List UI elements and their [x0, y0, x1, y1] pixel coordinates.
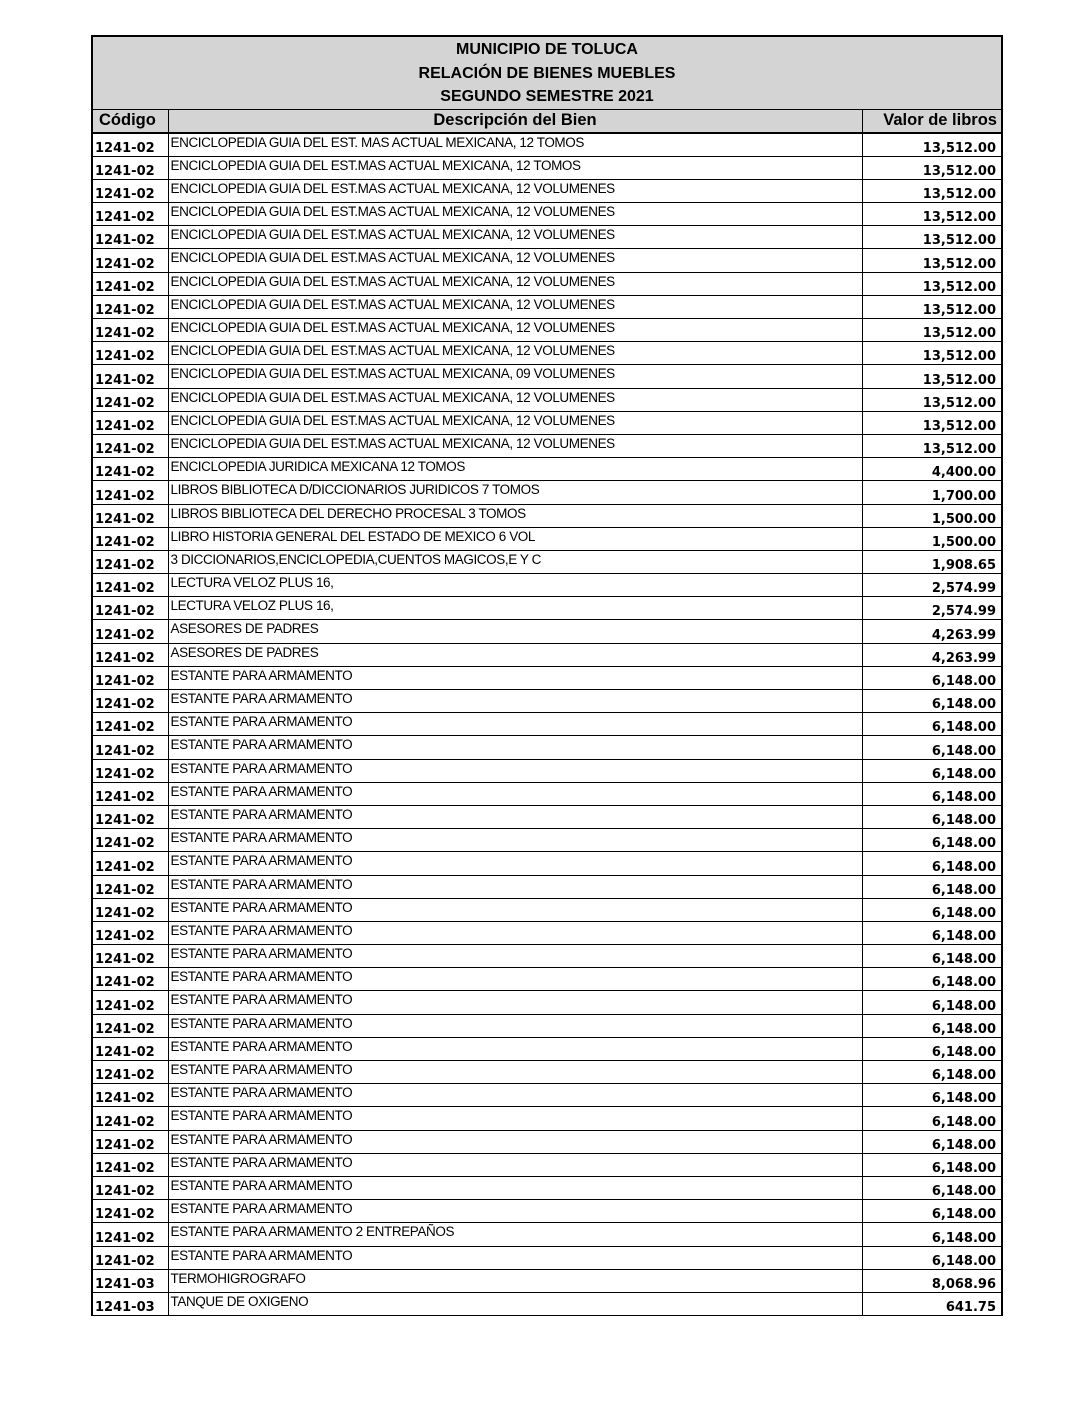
cell-description: ESTANTE PARA ARMAMENTO [168, 1130, 862, 1153]
cell-code: 1241-02 [93, 1084, 168, 1107]
cell-description: ASESORES DE PADRES [168, 620, 862, 643]
cell-description: LIBROS BIBLIOTECA D/DICCIONARIOS JURIDICOS 7 TOMOS [168, 481, 862, 504]
cell-code: 1241-02 [93, 713, 168, 736]
cell-description: ESTANTE PARA ARMAMENTO [168, 875, 862, 898]
cell-code: 1241-02 [93, 179, 168, 202]
cell-value: 4,400.00 [862, 458, 1001, 481]
cell-value: 6,148.00 [862, 945, 1001, 968]
table-row [93, 179, 1001, 202]
cell-value: 6,148.00 [862, 1084, 1001, 1107]
cell-code: 1241-03 [93, 1269, 168, 1292]
cell-code: 1241-02 [93, 388, 168, 411]
cell-description: ENCICLOPEDIA GUIA DEL EST.MAS ACTUAL MEXICANA, 12 VOLUMENES [168, 249, 862, 272]
table-row [93, 597, 1001, 620]
table-row [93, 829, 1001, 852]
table-row [93, 156, 1001, 179]
cell-value: 6,148.00 [862, 782, 1001, 805]
table-row [93, 1269, 1001, 1292]
cell-description: ENCICLOPEDIA JURIDICA MEXICANA 12 TOMOS [168, 458, 862, 481]
cell-description: LIBROS BIBLIOTECA DEL DERECHO PROCESAL 3 TOMOS [168, 504, 862, 527]
table-row [93, 272, 1001, 295]
cell-value: 6,148.00 [862, 898, 1001, 921]
cell-description: ESTANTE PARA ARMAMENTO [168, 690, 862, 713]
cell-description: ENCICLOPEDIA GUIA DEL EST.MAS ACTUAL MEXICANA, 12 VOLUMENES [168, 388, 862, 411]
cell-value: 13,512.00 [862, 365, 1001, 388]
table-row [93, 434, 1001, 457]
cell-value: 13,512.00 [862, 411, 1001, 434]
cell-code: 1241-02 [93, 805, 168, 828]
cell-description: ESTANTE PARA ARMAMENTO [168, 782, 862, 805]
table-row [93, 574, 1001, 597]
cell-description: ESTANTE PARA ARMAMENTO [168, 898, 862, 921]
cell-value: 6,148.00 [862, 1014, 1001, 1037]
table-row [93, 1176, 1001, 1199]
cell-value: 6,148.00 [862, 968, 1001, 991]
cell-description: ESTANTE PARA ARMAMENTO [168, 1176, 862, 1199]
table-row [93, 1014, 1001, 1037]
table-row [93, 1153, 1001, 1176]
table-row [93, 852, 1001, 875]
table-row [93, 805, 1001, 828]
cell-value: 13,512.00 [862, 272, 1001, 295]
cell-description: ESTANTE PARA ARMAMENTO [168, 945, 862, 968]
table-row [93, 690, 1001, 713]
cell-description: ESTANTE PARA ARMAMENTO [168, 1153, 862, 1176]
cell-value: 6,148.00 [862, 713, 1001, 736]
cell-description: ESTANTE PARA ARMAMENTO [168, 759, 862, 782]
cell-code: 1241-02 [93, 1130, 168, 1153]
cell-code: 1241-02 [93, 782, 168, 805]
cell-value: 13,512.00 [862, 295, 1001, 318]
cell-description: ENCICLOPEDIA GUIA DEL EST.MAS ACTUAL MEXICANA, 12 VOLUMENES [168, 411, 862, 434]
cell-description: ESTANTE PARA ARMAMENTO [168, 1061, 862, 1084]
cell-code: 1241-02 [93, 203, 168, 226]
cell-value: 13,512.00 [862, 179, 1001, 202]
table-row [93, 991, 1001, 1014]
table-row [93, 945, 1001, 968]
cell-description: ESTANTE PARA ARMAMENTO [168, 1246, 862, 1269]
cell-code: 1241-02 [93, 666, 168, 689]
table-row [93, 203, 1001, 226]
table-row [93, 1223, 1001, 1246]
cell-code: 1241-02 [93, 875, 168, 898]
cell-value: 1,908.65 [862, 550, 1001, 573]
cell-code: 1241-02 [93, 249, 168, 272]
cell-value: 4,263.99 [862, 643, 1001, 666]
cell-code: 1241-03 [93, 1292, 168, 1315]
table-row [93, 968, 1001, 991]
cell-value: 6,148.00 [862, 1107, 1001, 1130]
cell-code: 1241-02 [93, 921, 168, 944]
table-row [93, 295, 1001, 318]
cell-code: 1241-02 [93, 1200, 168, 1223]
cell-value: 6,148.00 [862, 1223, 1001, 1246]
table-row [93, 713, 1001, 736]
cell-description: ENCICLOPEDIA GUIA DEL EST.MAS ACTUAL MEXICANA, 12 VOLUMENES [168, 203, 862, 226]
table-row [93, 898, 1001, 921]
cell-description: ESTANTE PARA ARMAMENTO [168, 713, 862, 736]
cell-code: 1241-02 [93, 411, 168, 434]
cell-code: 1241-02 [93, 759, 168, 782]
cell-value: 4,263.99 [862, 620, 1001, 643]
cell-description: ESTANTE PARA ARMAMENTO [168, 991, 862, 1014]
cell-description: ESTANTE PARA ARMAMENTO [168, 852, 862, 875]
cell-code: 1241-02 [93, 1107, 168, 1130]
cell-description: ESTANTE PARA ARMAMENTO [168, 736, 862, 759]
table-row [93, 759, 1001, 782]
table-row [93, 1037, 1001, 1060]
cell-code: 1241-02 [93, 852, 168, 875]
cell-value: 13,512.00 [862, 249, 1001, 272]
cell-description: LIBRO HISTORIA GENERAL DEL ESTADO DE MEXICO 6 VOL [168, 527, 862, 550]
table-row [93, 342, 1001, 365]
table-row [93, 736, 1001, 759]
cell-value: 13,512.00 [862, 342, 1001, 365]
cell-description: ENCICLOPEDIA GUIA DEL EST.MAS ACTUAL MEXICANA, 09 VOLUMENES [168, 365, 862, 388]
cell-code: 1241-02 [93, 342, 168, 365]
cell-description: ENCICLOPEDIA GUIA DEL EST.MAS ACTUAL MEXICANA, 12 VOLUMENES [168, 342, 862, 365]
cell-value: 13,512.00 [862, 133, 1001, 157]
cell-value: 6,148.00 [862, 1176, 1001, 1199]
cell-code: 1241-02 [93, 1014, 168, 1037]
cell-description: ESTANTE PARA ARMAMENTO [168, 1084, 862, 1107]
cell-value: 6,148.00 [862, 666, 1001, 689]
table-row [93, 666, 1001, 689]
cell-description: ESTANTE PARA ARMAMENTO [168, 1107, 862, 1130]
cell-description: LECTURA VELOZ PLUS 16, [168, 597, 862, 620]
cell-description: ESTANTE PARA ARMAMENTO [168, 968, 862, 991]
cell-code: 1241-02 [93, 458, 168, 481]
cell-code: 1241-02 [93, 1037, 168, 1060]
cell-value: 6,148.00 [862, 1153, 1001, 1176]
column-header-code: Código [93, 110, 168, 133]
cell-code: 1241-02 [93, 1246, 168, 1269]
cell-code: 1241-02 [93, 133, 168, 157]
cell-code: 1241-02 [93, 272, 168, 295]
report-title-period: SEGUNDO SEMESTRE 2021 [440, 88, 654, 105]
table-row [93, 527, 1001, 550]
column-header-description: Descripción del Bien [168, 110, 862, 133]
table-row [93, 458, 1001, 481]
table-header-row [93, 110, 1001, 133]
cell-value: 13,512.00 [862, 434, 1001, 457]
table-row [93, 875, 1001, 898]
table-row [93, 1130, 1001, 1153]
cell-description: TANQUE DE OXIGENO [168, 1292, 862, 1315]
cell-value: 6,148.00 [862, 690, 1001, 713]
cell-value: 8,068.96 [862, 1269, 1001, 1292]
assets-table [93, 110, 1001, 1317]
table-row [93, 1246, 1001, 1269]
cell-code: 1241-02 [93, 991, 168, 1014]
cell-code: 1241-02 [93, 434, 168, 457]
table-row [93, 481, 1001, 504]
cell-code: 1241-02 [93, 690, 168, 713]
cell-value: 6,148.00 [862, 1246, 1001, 1269]
cell-description: ESTANTE PARA ARMAMENTO [168, 1037, 862, 1060]
cell-value: 641.75 [862, 1292, 1001, 1315]
cell-value: 1,700.00 [862, 481, 1001, 504]
cell-description: LECTURA VELOZ PLUS 16, [168, 574, 862, 597]
report-title-relation: RELACIÓN DE BIENES MUEBLES [418, 64, 676, 82]
cell-description: ENCICLOPEDIA GUIA DEL EST.MAS ACTUAL MEXICANA, 12 VOLUMENES [168, 179, 862, 202]
cell-code: 1241-02 [93, 829, 168, 852]
cell-value: 2,574.99 [862, 574, 1001, 597]
cell-value: 6,148.00 [862, 852, 1001, 875]
table-row [93, 550, 1001, 573]
cell-value: 6,148.00 [862, 1061, 1001, 1084]
table-row [93, 319, 1001, 342]
cell-code: 1241-02 [93, 597, 168, 620]
report-title-block [93, 37, 1001, 110]
table-row [93, 388, 1001, 411]
cell-code: 1241-02 [93, 898, 168, 921]
table-row [93, 1292, 1001, 1315]
column-header-value: Valor de libros [862, 110, 1001, 133]
cell-description: ESTANTE PARA ARMAMENTO [168, 829, 862, 852]
cell-description: ENCICLOPEDIA GUIA DEL EST.MAS ACTUAL MEXICANA, 12 VOLUMENES [168, 319, 862, 342]
cell-description: ENCICLOPEDIA GUIA DEL EST.MAS ACTUAL MEXICANA, 12 VOLUMENES [168, 226, 862, 249]
table-row [93, 249, 1001, 272]
cell-code: 1241-02 [93, 295, 168, 318]
table-row [93, 921, 1001, 944]
cell-code: 1241-02 [93, 1153, 168, 1176]
cell-description: ESTANTE PARA ARMAMENTO 2 ENTREPAÑOS [168, 1223, 862, 1246]
cell-code: 1241-02 [93, 1223, 168, 1246]
asset-table-container [91, 35, 1003, 1316]
cell-code: 1241-02 [93, 736, 168, 759]
cell-description: ENCICLOPEDIA GUIA DEL EST. MAS ACTUAL MEXICANA, 12 TOMOS [168, 133, 862, 157]
cell-value: 6,148.00 [862, 805, 1001, 828]
cell-description: ENCICLOPEDIA GUIA DEL EST.MAS ACTUAL MEXICANA, 12 VOLUMENES [168, 434, 862, 457]
report-title-municipality: MUNICIPIO DE TOLUCA [456, 41, 638, 58]
cell-code: 1241-02 [93, 156, 168, 179]
cell-value: 13,512.00 [862, 226, 1001, 249]
cell-description: ENCICLOPEDIA GUIA DEL EST.MAS ACTUAL MEXICANA, 12 TOMOS [168, 156, 862, 179]
cell-value: 2,574.99 [862, 597, 1001, 620]
cell-description: ESTANTE PARA ARMAMENTO [168, 921, 862, 944]
cell-value: 6,148.00 [862, 991, 1001, 1014]
cell-description: ENCICLOPEDIA GUIA DEL EST.MAS ACTUAL MEXICANA, 12 VOLUMENES [168, 295, 862, 318]
cell-code: 1241-02 [93, 319, 168, 342]
cell-description: ENCICLOPEDIA GUIA DEL EST.MAS ACTUAL MEXICANA, 12 VOLUMENES [168, 272, 862, 295]
table-row [93, 1200, 1001, 1223]
cell-value: 6,148.00 [862, 829, 1001, 852]
cell-code: 1241-02 [93, 620, 168, 643]
cell-value: 6,148.00 [862, 875, 1001, 898]
table-row [93, 504, 1001, 527]
cell-code: 1241-02 [93, 968, 168, 991]
cell-value: 6,148.00 [862, 921, 1001, 944]
table-row [93, 133, 1001, 157]
cell-code: 1241-02 [93, 643, 168, 666]
cell-code: 1241-02 [93, 226, 168, 249]
cell-value: 1,500.00 [862, 504, 1001, 527]
cell-value: 13,512.00 [862, 388, 1001, 411]
cell-code: 1241-02 [93, 1061, 168, 1084]
cell-code: 1241-02 [93, 945, 168, 968]
cell-code: 1241-02 [93, 1176, 168, 1199]
cell-code: 1241-02 [93, 574, 168, 597]
table-row [93, 1084, 1001, 1107]
table-row [93, 226, 1001, 249]
cell-code: 1241-02 [93, 365, 168, 388]
cell-description: ESTANTE PARA ARMAMENTO [168, 1200, 862, 1223]
table-body [93, 133, 1001, 1316]
cell-value: 13,512.00 [862, 156, 1001, 179]
cell-code: 1241-02 [93, 527, 168, 550]
table-row [93, 411, 1001, 434]
cell-description: 3 DICCIONARIOS,ENCICLOPEDIA,CUENTOS MAGICOS,E Y C [168, 550, 862, 573]
cell-value: 13,512.00 [862, 203, 1001, 226]
cell-code: 1241-02 [93, 504, 168, 527]
cell-value: 13,512.00 [862, 319, 1001, 342]
table-row [93, 1107, 1001, 1130]
cell-description: ESTANTE PARA ARMAMENTO [168, 666, 862, 689]
table-row [93, 620, 1001, 643]
cell-value: 6,148.00 [862, 1200, 1001, 1223]
cell-code: 1241-02 [93, 550, 168, 573]
cell-description: ESTANTE PARA ARMAMENTO [168, 805, 862, 828]
table-row [93, 1061, 1001, 1084]
cell-value: 6,148.00 [862, 1037, 1001, 1060]
cell-description: ASESORES DE PADRES [168, 643, 862, 666]
table-row [93, 643, 1001, 666]
table-row [93, 365, 1001, 388]
table-row [93, 782, 1001, 805]
cell-code: 1241-02 [93, 481, 168, 504]
cell-value: 6,148.00 [862, 736, 1001, 759]
cell-description: TERMOHIGROGRAFO [168, 1269, 862, 1292]
cell-description: ESTANTE PARA ARMAMENTO [168, 1014, 862, 1037]
cell-value: 6,148.00 [862, 759, 1001, 782]
cell-value: 6,148.00 [862, 1130, 1001, 1153]
cell-value: 1,500.00 [862, 527, 1001, 550]
